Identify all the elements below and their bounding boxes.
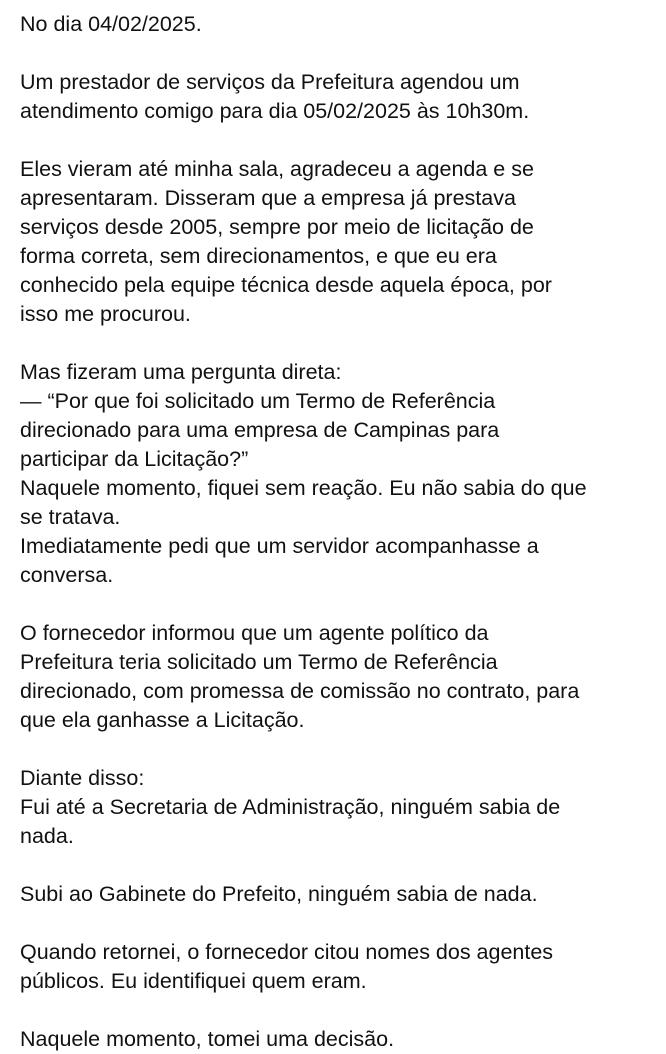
text-line: Diante disso:	[20, 766, 145, 790]
text-line: Eles vieram até minha sala, agradeceu a agenda e se	[20, 157, 534, 181]
text-line: serviços desde 2005, sempre por meio de licitação de	[20, 215, 534, 239]
document-text	[20, 10, 656, 1054]
text-line: participar da Licitação?”	[20, 447, 249, 471]
text-line: isso me procurou.	[20, 302, 191, 326]
blank-line	[20, 735, 656, 764]
text-line: que ela ganhasse a Licitação.	[20, 708, 305, 732]
text-line: Prefeitura teria solicitado um Termo de Referência	[20, 650, 498, 674]
text-line: Fui até a Secretaria de Administração, ninguém sabia de	[20, 795, 561, 819]
text-line: conhecido pela equipe técnica desde aquela época, por	[20, 273, 552, 297]
text-line: Imediatamente pedi que um servidor acompanhasse a	[20, 534, 539, 558]
blank-line	[20, 39, 656, 68]
text-line: Um prestador de serviços da Prefeitura agendou um	[20, 70, 520, 94]
text-line: atendimento comigo para dia 05/02/2025 às 10h30m.	[20, 99, 530, 123]
blank-line	[20, 126, 656, 155]
text-line: públicos. Eu identifiquei quem eram.	[20, 969, 367, 993]
text-line: forma correta, sem direcionamentos, e que eu era	[20, 244, 497, 268]
text-line: Mas fizeram uma pergunta direta:	[20, 360, 342, 384]
text-line: apresentaram. Disseram que a empresa já prestava	[20, 186, 516, 210]
text-line: Subi ao Gabinete do Prefeito, ninguém sabia de nada.	[20, 882, 538, 906]
text-line: No dia 04/02/2025.	[20, 12, 202, 36]
blank-line	[20, 909, 656, 938]
blank-line	[20, 329, 656, 358]
text-line: Naquele momento, tomei uma decisão.	[20, 1027, 395, 1051]
text-line: direcionado, com promessa de comissão no contrato, para	[20, 679, 580, 703]
text-line: O fornecedor informou que um agente político da	[20, 621, 489, 645]
text-line: direcionado para uma empresa de Campinas para	[20, 418, 500, 442]
text-line: Naquele momento, fiquei sem reação. Eu não sabia do que	[20, 476, 587, 500]
blank-line	[20, 996, 656, 1025]
text-line: nada.	[20, 824, 74, 848]
text-line: Quando retornei, o fornecedor citou nomes dos agentes	[20, 940, 554, 964]
text-line: — “Por que foi solicitado um Termo de Referência	[20, 389, 496, 413]
blank-line	[20, 590, 656, 619]
text-line: se tratava.	[20, 505, 121, 529]
blank-line	[20, 851, 656, 880]
text-line: conversa.	[20, 563, 114, 587]
